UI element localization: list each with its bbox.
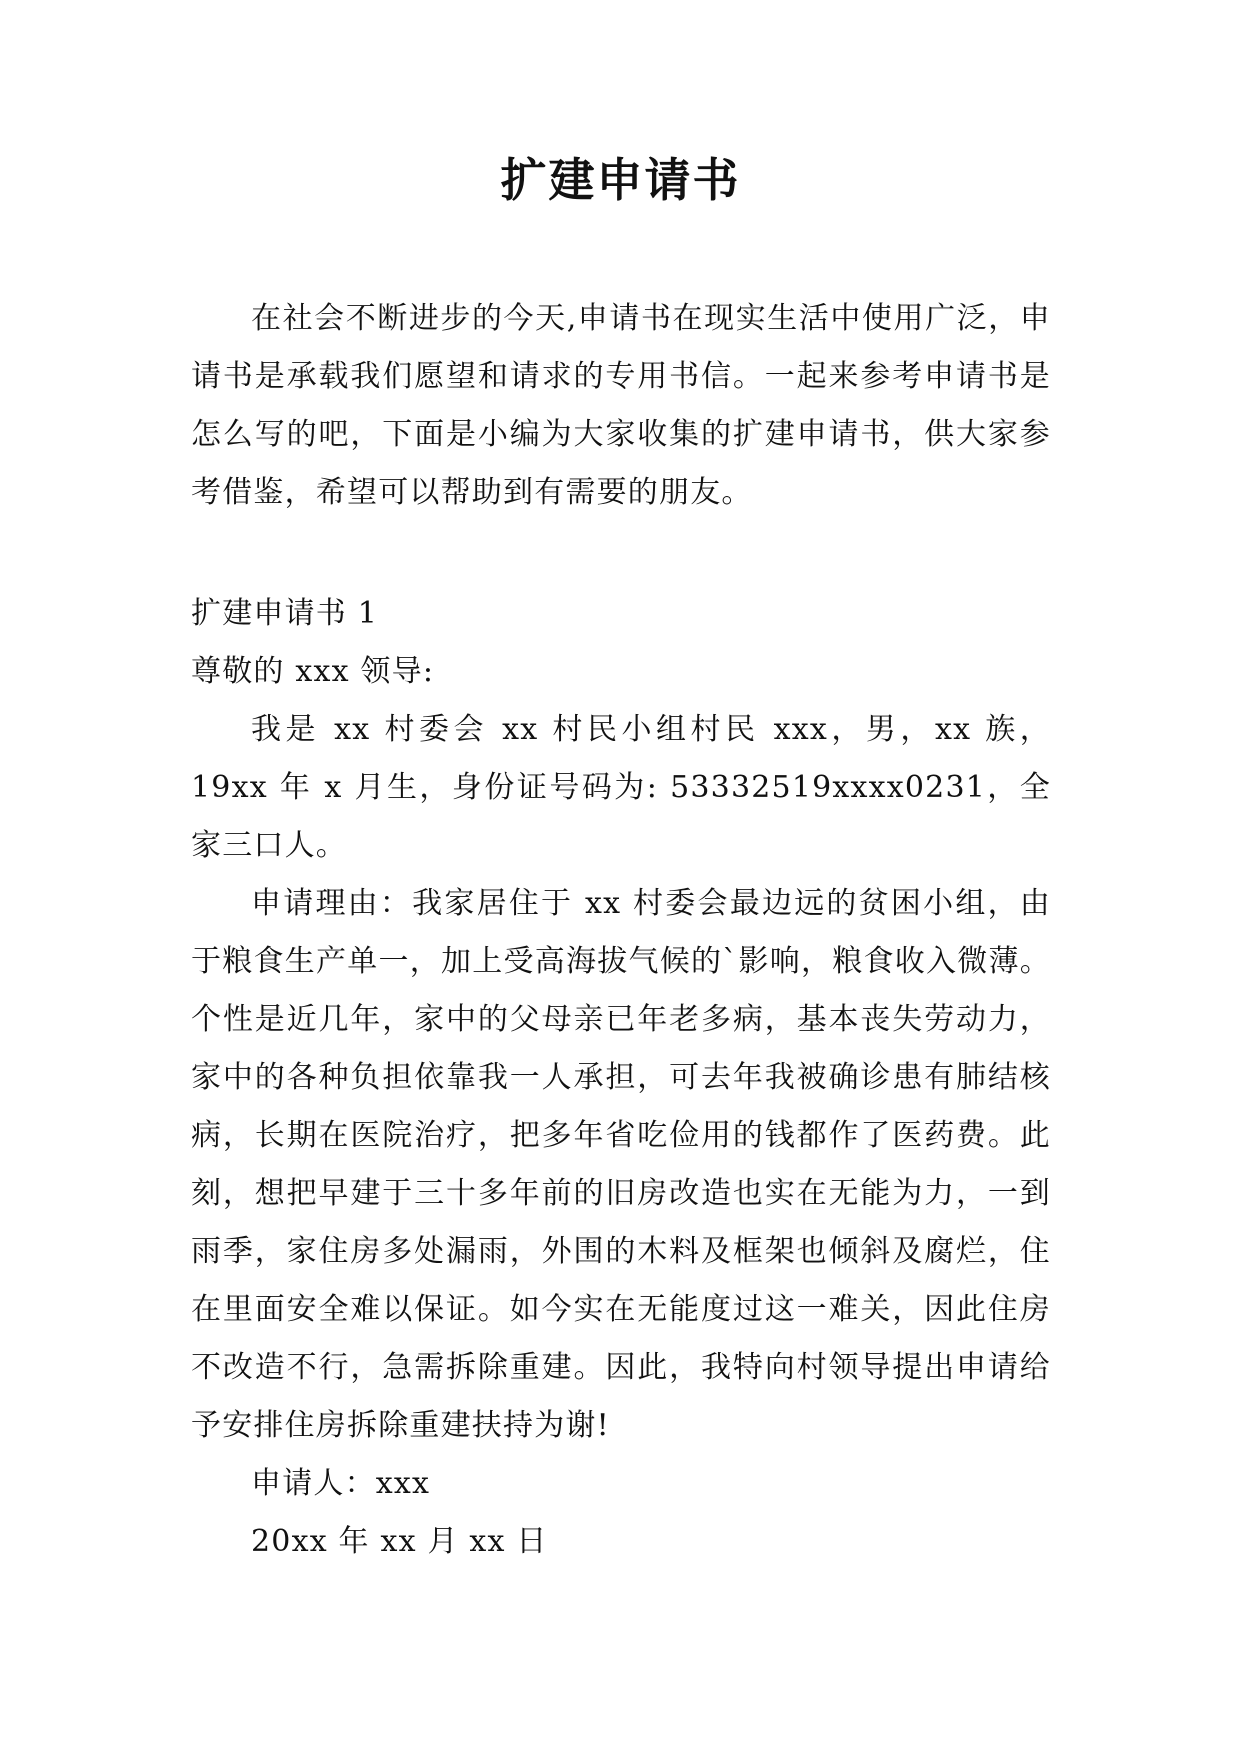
- section-heading: 扩建申请书 1: [191, 596, 379, 631]
- applicant-line: 申请人：xxx: [251, 1466, 431, 1501]
- body-paragraph-2: 申请理由：我家居住于 xx 村委会最边远的贫困小组，由于粮食生产单一，加上受高海拔气候的`影响，粮食收入微薄。个性是近几年，家中的父母亲已年老多病，基本丧失劳动力，家中的各种负担依靠我一人承担，可去年我被确诊患有肺结核病，长期在医院治疗，把多年省吃俭用的钱都作了医药费。此刻，想把早建于三十多年前的旧房改造也实在无能为力，一到雨季，家住房多处漏雨，外围的木料及框架也倾斜及腐烂，住在里面安全难以保证。如今实在无能度过这一难关，因此住房不改造不行，急需拆除重建。因此，我特向村领导提出申请给予安排住房拆除重建扶持为谢!: [191, 886, 1051, 1443]
- document-title: 扩建申请书: [500, 153, 741, 207]
- salutation: 尊敬的 xxx 领导:: [191, 654, 435, 689]
- intro-section: [191, 290, 1051, 522]
- application-letter-1: [191, 585, 1051, 1571]
- body-paragraph-1: 我是 xx 村委会 xx 村民小组村民 xxx，男，xx 族，19xx 年 x 月生，身份证号码为: 53332519xxxx0231，全家三口人。: [191, 712, 1051, 863]
- intro-paragraph: 在社会不断进步的今天,申请书在现实生活中使用广泛，申请书是承载我们愿望和请求的专用书信。一起来参考申请书是怎么写的吧，下面是小编为大家收集的扩建申请书，供大家参考借鉴，希望可以帮助到有需要的朋友。: [191, 301, 1051, 510]
- date-line: 20xx 年 xx 月 xx 日: [251, 1524, 548, 1559]
